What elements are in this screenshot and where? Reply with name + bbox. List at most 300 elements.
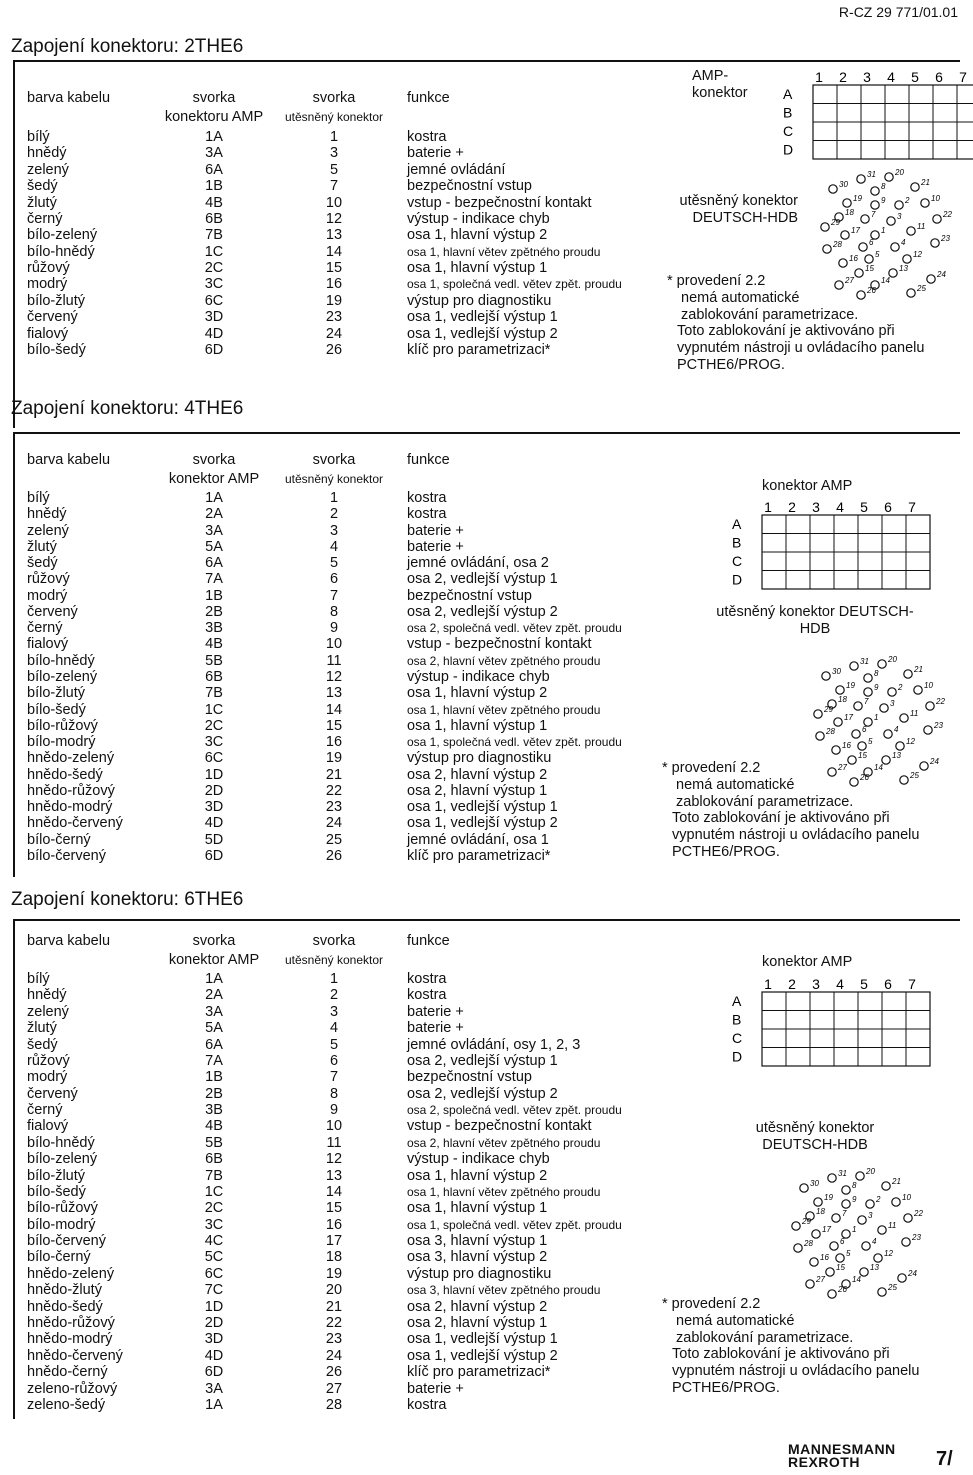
deutsch-pin [810, 1258, 818, 1266]
cell-sealed-terminal: 5 [329, 161, 339, 178]
deutsch-pin-label: 3 [890, 699, 895, 708]
deutsch-pin-label: 31 [867, 170, 876, 179]
cell-amp-terminal: 1A [205, 971, 223, 987]
footnote-line: PCTHE6/PROG. [672, 1379, 780, 1396]
deutsch-pin [816, 732, 824, 740]
amp-column-label: 4 [836, 499, 844, 515]
cell-sealed-terminal: 14 [325, 1183, 343, 1200]
header-sealed-connector: utěsněný konektor [284, 110, 384, 124]
deutsch-pin-label: 15 [865, 264, 874, 273]
deutsch-pin [878, 1288, 886, 1296]
deutsch-pin-label: 7 [842, 1209, 847, 1218]
deutsch-pin [898, 1274, 906, 1282]
deutsch-pin-label: 21 [914, 665, 923, 674]
deutsch-pin-label: 30 [810, 1179, 819, 1188]
cell-function: kostra [407, 129, 447, 145]
deutsch-pin [927, 275, 935, 283]
amp-row-label: A [732, 516, 742, 532]
deutsch-pin [836, 1254, 844, 1262]
cell-cable-color: bílo-růžový [27, 1200, 98, 1217]
deutsch-pin-label: 30 [832, 667, 841, 676]
amp-row-label: C [783, 123, 794, 139]
cell-sealed-terminal: 16 [325, 276, 343, 293]
cell-sealed-terminal: 8 [329, 603, 339, 620]
amp-column-label: 5 [911, 69, 919, 85]
deutsch-pin-label: 12 [913, 250, 922, 259]
cell-function: baterie + [407, 145, 464, 162]
deutsch-pin-label: 22 [943, 210, 952, 219]
deutsch-pin-label: 16 [842, 741, 851, 750]
deutsch-pin-label: 17 [851, 226, 860, 235]
cell-function: osa 2, vedlejší výstup 1 [407, 571, 558, 588]
deutsch-pin [859, 243, 867, 251]
cell-cable-color: hnědo-šedý [27, 766, 103, 783]
cell-function: osa 2, hlavní větev zpětného proudu [407, 653, 601, 668]
cell-sealed-terminal: 3 [329, 1003, 339, 1020]
deutsch-connector-label [690, 604, 940, 637]
cell-amp-terminal: 4B [205, 1118, 223, 1135]
cell-amp-terminal: 1B [205, 1069, 223, 1086]
cell-function: výstup pro diagnostiku [407, 292, 552, 309]
cell-sealed-terminal: 1 [329, 129, 339, 145]
cell-cable-color: hnědý [27, 145, 67, 162]
deutsch-pin-label: 6 [862, 725, 867, 734]
cell-amp-terminal: 2D [204, 1314, 224, 1331]
deutsch-pin-label: 14 [852, 1275, 861, 1284]
amp-column-label: 4 [836, 976, 844, 992]
cell-amp-terminal: 3A [205, 1380, 223, 1397]
cell-sealed-terminal: 5 [329, 555, 339, 572]
cell-amp-terminal: 6C [204, 292, 224, 309]
deutsch-pin [874, 1254, 882, 1262]
cell-function: výstup - indikace chyb [407, 210, 550, 227]
cell-function: osa 2, vedlejší výstup 2 [407, 1085, 558, 1102]
deutsch-pin [800, 1184, 808, 1192]
brand-logo [788, 1443, 896, 1469]
deutsch-pin [828, 1174, 836, 1182]
cell-sealed-terminal: 19 [325, 1265, 343, 1282]
deutsch-pin-label: 25 [917, 284, 926, 293]
cell-function: kostra [407, 987, 447, 1004]
cell-function: kostra [407, 1396, 447, 1413]
deutsch-pin-label: 5 [868, 737, 873, 746]
header-sealed-connector: utěsněný konektor [284, 472, 384, 486]
deutsch-pin-label: 2 [898, 683, 903, 692]
cell-sealed-terminal: 10 [325, 1118, 343, 1135]
deutsch-pin [812, 1230, 820, 1238]
deutsch-pin-label: 7 [864, 697, 869, 706]
deutsch-pin [806, 1280, 814, 1288]
cell-cable-color: bílo-černý [27, 1249, 91, 1266]
deutsch-pin-label: 25 [910, 771, 919, 780]
cell-sealed-terminal: 11 [326, 1134, 342, 1151]
amp-column-label: 5 [860, 499, 868, 515]
deutsch-pin-label: 30 [839, 180, 848, 189]
deutsch-pin [871, 201, 879, 209]
cell-amp-terminal: 1D [204, 1298, 224, 1315]
deutsch-pin-label: 27 [845, 276, 854, 285]
deutsch-pin [823, 245, 831, 253]
amp-label-line: konektor AMP [762, 954, 853, 970]
cell-sealed-terminal: 26 [325, 847, 343, 864]
cell-cable-color: hnědo-zelený [27, 750, 115, 767]
deutsch-label-line: DEUTSCH-HDB [692, 209, 798, 226]
cell-amp-terminal: 3C [204, 734, 224, 751]
cell-function: osa 1, hlavní výstup 1 [407, 717, 548, 734]
deutsch-connector-label [663, 193, 798, 226]
deutsch-label-line: HDB [799, 620, 831, 637]
cell-sealed-terminal: 7 [329, 1069, 339, 1086]
cell-function: osa 2, hlavní výstup 1 [407, 1314, 548, 1331]
cell-sealed-terminal: 19 [325, 750, 343, 767]
amp-column-label: 1 [815, 69, 823, 85]
cell-sealed-terminal: 21 [325, 1298, 343, 1315]
deutsch-pin [814, 710, 822, 718]
cell-cable-color: zelený [27, 1003, 69, 1020]
amp-column-label: 5 [860, 976, 868, 992]
cell-cable-color: hnědý [27, 506, 67, 523]
cell-cable-color: černý [27, 620, 63, 637]
cell-cable-color: šedý [27, 178, 58, 195]
cell-cable-color: bílo-zelený [27, 668, 98, 685]
cell-amp-terminal: 1D [204, 766, 224, 783]
deutsch-pin [926, 702, 934, 710]
deutsch-pin-label: 5 [846, 1249, 851, 1258]
cell-sealed-terminal: 3 [329, 522, 339, 539]
cell-function: osa 1, vedlejší výstup 1 [407, 309, 558, 326]
page-number: 7/ [936, 1448, 953, 1470]
deutsch-pin-label: 9 [881, 196, 886, 205]
cell-amp-terminal: 2B [205, 1085, 223, 1102]
cell-amp-terminal: 2A [205, 506, 223, 523]
cell-cable-color: bílo-růžový [27, 717, 98, 734]
cell-function: klíč pro parametrizaci* [407, 341, 551, 358]
amp-column-label: 3 [812, 499, 820, 515]
cell-sealed-terminal: 5 [329, 1036, 339, 1053]
cell-function: baterie + [407, 1003, 464, 1020]
footnote-line: * provedení 2.2 [662, 1296, 761, 1312]
cell-cable-color: bílo-žlutý [27, 685, 86, 702]
amp-label-line: AMP- [692, 68, 729, 84]
deutsch-pin [885, 173, 893, 181]
cell-cable-color: bílo-černý [27, 831, 91, 848]
deutsch-pin [792, 1222, 800, 1230]
cell-amp-terminal: 2C [204, 260, 224, 277]
cell-cable-color: hnědo-modrý [27, 1331, 113, 1348]
cell-amp-terminal: 2D [204, 782, 224, 799]
cell-sealed-terminal: 13 [325, 227, 343, 244]
deutsch-pin [861, 215, 869, 223]
deutsch-pin [871, 187, 879, 195]
header-sealed-terminal: svorka [312, 452, 356, 468]
deutsch-pin-label: 31 [838, 1169, 847, 1178]
deutsch-pin-label: 9 [874, 683, 879, 692]
cell-amp-terminal: 1C [204, 1183, 224, 1200]
cell-function: osa 2, společná vedl. větev zpět. proudu [407, 1103, 622, 1118]
cell-sealed-terminal: 13 [325, 1167, 343, 1184]
cell-function: osa 1, společná vedl. větev zpět. proudu [407, 735, 622, 750]
cell-amp-terminal: 3C [204, 276, 224, 293]
cell-cable-color: růžový [27, 1052, 70, 1069]
deutsch-pin-label: 19 [824, 1193, 833, 1202]
cell-amp-terminal: 6A [205, 161, 223, 178]
amp-connector-label [762, 954, 852, 971]
deutsch-pin [921, 199, 929, 207]
cell-sealed-terminal: 15 [325, 1200, 343, 1217]
cell-amp-terminal: 3A [205, 1003, 223, 1020]
cell-sealed-terminal: 22 [325, 782, 343, 799]
cell-function: bezpečnostní vstup [407, 178, 532, 195]
cell-sealed-terminal: 27 [325, 1380, 343, 1397]
cell-sealed-terminal: 7 [329, 587, 339, 604]
cell-function: výstup pro diagnostiku [407, 750, 552, 767]
deutsch-pin-label: 1 [874, 713, 879, 722]
cell-cable-color: bílý [27, 490, 50, 506]
cell-cable-color: bílo-šedý [27, 1183, 86, 1200]
deutsch-label-line: utěsněný konektor [755, 1120, 875, 1136]
cell-amp-terminal: 6B [205, 1151, 223, 1168]
cell-sealed-terminal: 23 [325, 1331, 343, 1348]
deutsch-pin-label: 19 [846, 681, 855, 690]
cell-function: jemné ovládání [407, 161, 506, 178]
cell-sealed-terminal: 6 [329, 1052, 339, 1069]
cell-cable-color: černý [27, 1102, 63, 1119]
amp-column-label: 3 [812, 976, 820, 992]
cell-function: výstup pro diagnostiku [407, 1265, 552, 1282]
amp-connector-grid [730, 500, 922, 595]
deutsch-pin-label: 10 [931, 194, 940, 203]
deutsch-pin [914, 686, 922, 694]
cell-function: vstup - bezpečnostní kontakt [407, 194, 592, 211]
cell-amp-terminal: 2C [204, 1200, 224, 1217]
deutsch-label-line: DEUTSCH-HDB [762, 1136, 868, 1153]
cell-sealed-terminal: 9 [329, 620, 339, 637]
cell-sealed-terminal: 10 [325, 194, 343, 211]
cell-sealed-terminal: 19 [325, 292, 343, 309]
cell-cable-color: žlutý [27, 194, 57, 211]
header-amp-connector: konektor AMP [168, 952, 260, 968]
deutsch-pin [794, 1244, 802, 1252]
deutsch-pin-label: 14 [874, 763, 883, 772]
amp-row-label: B [732, 534, 742, 551]
deutsch-pin-label: 2 [876, 1195, 881, 1204]
cell-sealed-terminal: 24 [325, 815, 343, 832]
deutsch-pin [832, 746, 840, 754]
cell-amp-terminal: 7B [205, 685, 223, 702]
deutsch-pin-label: 25 [888, 1283, 897, 1292]
cell-amp-terminal: 5A [205, 1020, 223, 1037]
cell-cable-color: bílo-šedý [27, 341, 86, 358]
header-cable-color: barva kabelu [27, 452, 111, 468]
deutsch-pin-label: 1 [852, 1225, 857, 1234]
cell-function: vstup - bezpečnostní kontakt [407, 1118, 592, 1135]
cell-function: osa 2, hlavní výstup 2 [407, 766, 548, 783]
deutsch-pin [904, 1214, 912, 1222]
cell-amp-terminal: 6B [205, 668, 223, 685]
cell-amp-terminal: 7A [205, 1052, 223, 1069]
header-amp-connector: konektor AMP [168, 471, 260, 487]
cell-function: osa 1, hlavní větev zpětného proudu [407, 1184, 601, 1199]
cell-cable-color: bílo-modrý [27, 734, 96, 751]
deutsch-pin [878, 1226, 886, 1234]
amp-column-label: 3 [863, 69, 871, 85]
deutsch-pin-label: 28 [804, 1239, 813, 1248]
cell-amp-terminal: 6D [204, 341, 224, 358]
deutsch-pin [842, 1200, 850, 1208]
cell-function: osa 2, hlavní výstup 1 [407, 782, 548, 799]
cell-function: osa 1, hlavní výstup 2 [407, 685, 548, 702]
cell-amp-terminal: 6C [204, 1265, 224, 1282]
cell-sealed-terminal: 1 [329, 971, 339, 987]
cell-function: osa 1, hlavní větev zpětného proudu [407, 702, 601, 717]
deutsch-pin [841, 231, 849, 239]
deutsch-pin-label: 18 [838, 695, 847, 704]
cell-cable-color: bílo-šedý [27, 701, 86, 718]
deutsch-pin-label: 3 [897, 212, 902, 221]
cell-sealed-terminal: 20 [325, 1282, 343, 1299]
deutsch-pin-label: 24 [937, 270, 946, 279]
amp-column-label: 6 [884, 976, 892, 992]
cell-cable-color: bílo-hnědý [27, 243, 95, 260]
deutsch-pin [842, 1186, 850, 1194]
deutsch-pin-label: 8 [874, 669, 879, 678]
cell-sealed-terminal: 23 [325, 799, 343, 816]
deutsch-pin [896, 742, 904, 750]
amp-column-label: 2 [788, 976, 796, 992]
deutsch-pin [904, 670, 912, 678]
amp-row-label: D [732, 1048, 743, 1065]
cell-cable-color: červený [27, 1085, 78, 1102]
footnote-line: nemá automatické [676, 1312, 795, 1329]
deutsch-pin-label: 10 [924, 681, 933, 690]
deutsch-pin-label: 17 [844, 713, 853, 722]
cell-amp-terminal: 3D [204, 1331, 224, 1348]
cell-sealed-terminal: 2 [329, 506, 339, 523]
deutsch-pin [834, 718, 842, 726]
cell-cable-color: bílo-zelený [27, 227, 98, 244]
header-function: funkce [407, 90, 450, 106]
document-reference: R-CZ 29 771/01.01 [838, 4, 958, 20]
deutsch-pin [822, 672, 830, 680]
deutsch-pin-label: 4 [894, 725, 899, 734]
footnote-line: Toto zablokování je aktivováno při [672, 1346, 890, 1363]
deutsch-pin-label: 15 [836, 1263, 845, 1272]
cell-function: baterie + [407, 1380, 464, 1397]
deutsch-pin-label: 18 [816, 1207, 825, 1216]
amp-row-label: C [732, 1030, 743, 1046]
footnote [667, 273, 924, 374]
deutsch-pin-label: 29 [831, 218, 840, 227]
cell-cable-color: bílo-červený [27, 1233, 106, 1250]
cell-cable-color: červený [27, 603, 78, 620]
deutsch-pin [888, 688, 896, 696]
amp-grid-wrapper [730, 977, 922, 1072]
cell-amp-terminal: 2C [204, 717, 224, 734]
header-sealed-connector: utěsněný konektor [284, 953, 384, 967]
cell-sealed-terminal: 11 [326, 652, 342, 669]
cell-amp-terminal: 2B [205, 603, 223, 620]
deutsch-pin [887, 217, 895, 225]
cell-amp-terminal: 7B [205, 1167, 223, 1184]
deutsch-pin [814, 1198, 822, 1206]
cell-amp-terminal: 1C [204, 701, 224, 718]
cell-cable-color: růžový [27, 571, 70, 588]
cell-sealed-terminal: 10 [325, 636, 343, 653]
cell-cable-color: bílo-hnědý [27, 1134, 95, 1151]
header-sealed-terminal: svorka [312, 90, 356, 106]
cell-function: baterie + [407, 1020, 464, 1037]
cell-function: osa 1, vedlejší výstup 2 [407, 1347, 558, 1364]
deutsch-pin [826, 1268, 834, 1276]
header-function: funkce [407, 933, 450, 949]
deutsch-pin-label: 22 [914, 1209, 923, 1218]
deutsch-pin-label: 12 [884, 1249, 893, 1258]
deutsch-pin-label: 23 [912, 1233, 921, 1242]
cell-amp-terminal: 1A [205, 129, 223, 145]
deutsch-pin-label: 15 [858, 751, 867, 760]
deutsch-pin-label: 24 [930, 757, 939, 766]
cell-amp-terminal: 5C [204, 1249, 224, 1266]
cell-function: osa 1, vedlejší výstup 2 [407, 815, 558, 832]
cell-sealed-terminal: 1 [329, 490, 339, 506]
amp-column-label: 6 [935, 69, 943, 85]
deutsch-pin-label: 13 [892, 751, 901, 760]
deutsch-pin-label: 29 [824, 705, 833, 714]
cell-function: osa 1, hlavní výstup 1 [407, 1200, 548, 1217]
deutsch-pin [864, 674, 872, 682]
amp-column-label: 1 [764, 976, 772, 992]
cell-cable-color: bílý [27, 971, 50, 987]
cell-cable-color: hnědo-černý [27, 1364, 108, 1381]
footnote-line: * provedení 2.2 [667, 273, 766, 289]
footnote [662, 1296, 919, 1397]
deutsch-pin [865, 255, 873, 263]
deutsch-pin-label: 8 [852, 1181, 857, 1190]
deutsch-pin-label: 3 [868, 1211, 873, 1220]
deutsch-pin-label: 6 [840, 1237, 845, 1246]
deutsch-pin [830, 1242, 838, 1250]
cell-amp-terminal: 5D [204, 831, 224, 848]
deutsch-pin [911, 183, 919, 191]
cell-cable-color: fialový [27, 325, 69, 342]
deutsch-pin [891, 243, 899, 251]
deutsch-pin-label: 27 [838, 763, 847, 772]
amp-connector-label [692, 68, 748, 101]
cell-amp-terminal: 3D [204, 799, 224, 816]
cell-cable-color: bílo-červený [27, 847, 106, 864]
deutsch-pin [843, 199, 851, 207]
cell-function: osa 1, vedlejší výstup 1 [407, 1331, 558, 1348]
cell-cable-color: hnědo-červený [27, 1347, 123, 1364]
cell-function: osa 1, hlavní výstup 2 [407, 227, 548, 244]
amp-label-line: konektor AMP [762, 478, 853, 494]
deutsch-pin-label: 10 [902, 1193, 911, 1202]
deutsch-pin [856, 1172, 864, 1180]
cell-sealed-terminal: 23 [325, 309, 343, 326]
cell-function: bezpečnostní vstup [407, 1069, 532, 1086]
cell-sealed-terminal: 2 [329, 987, 339, 1004]
cell-sealed-terminal: 26 [325, 1364, 343, 1381]
amp-column-label: 7 [908, 976, 916, 992]
cell-cable-color: modrý [27, 276, 68, 293]
cell-function: jemné ovládání, osy 1, 2, 3 [407, 1036, 581, 1053]
deutsch-pin-label: 24 [908, 1269, 917, 1278]
cell-function: osa 2, hlavní výstup 2 [407, 1298, 548, 1315]
deutsch-pin-label: 31 [860, 657, 869, 666]
amp-label-line: konektor [692, 84, 748, 101]
amp-column-label: 7 [908, 499, 916, 515]
cell-sealed-terminal: 6 [329, 571, 339, 588]
